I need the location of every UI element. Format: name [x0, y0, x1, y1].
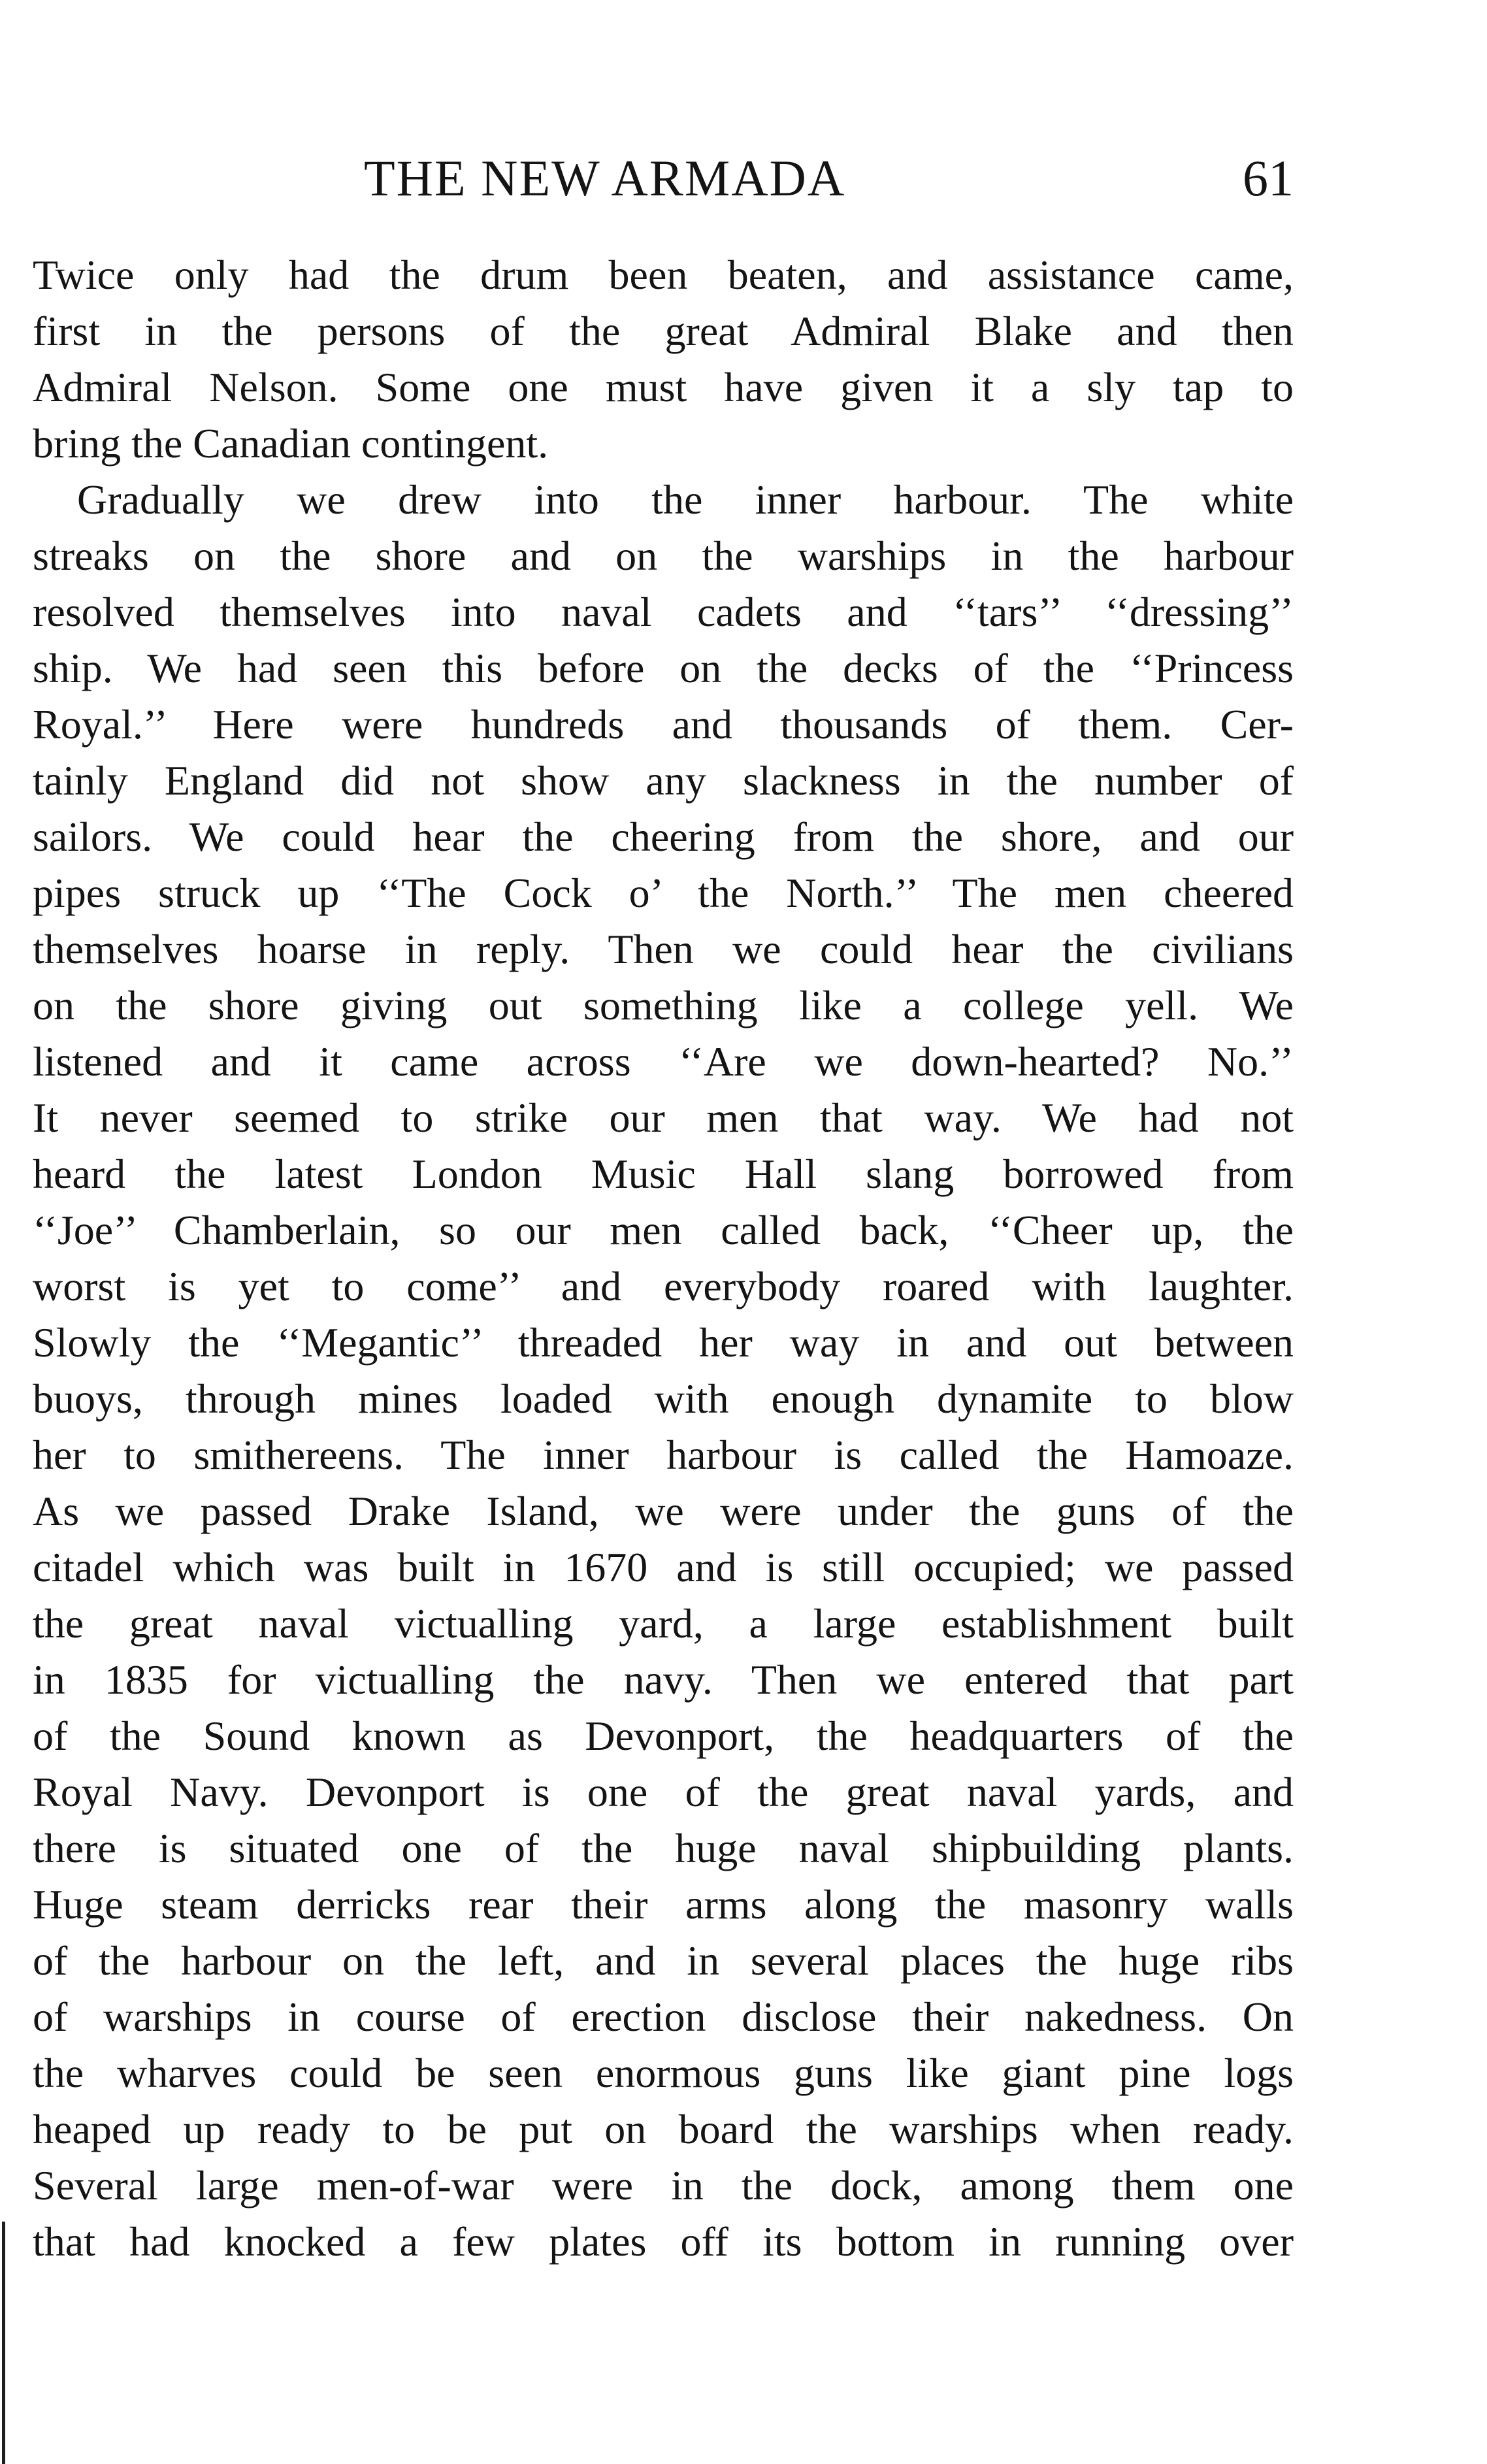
text-line: the wharves could be seen enormous guns like giant pine logs	[33, 2050, 1294, 2096]
text-line: that had knocked a few plates off its bottom in running over	[33, 2218, 1294, 2265]
text-line: of the harbour on the left, and in several places the huge ribs	[33, 1937, 1294, 1984]
text-line: Several large men-of-war were in the dock, among them one	[33, 2162, 1294, 2209]
text-line: themselves hoarse in reply. Then we could hear the civilians	[33, 926, 1294, 972]
body-text	[33, 247, 1294, 2270]
text-line: Royal.’’ Here were hundreds and thousands of them. Cer-	[33, 701, 1294, 747]
text-line: heaped up ready to be put on board the warships when ready.	[33, 2106, 1294, 2152]
text-line: Huge steam derricks rear their arms along the masonry walls	[33, 1881, 1294, 1928]
text-line: Twice only had the drum been beaten, and assistance came,	[33, 252, 1294, 298]
text-line: resolved themselves into naval cadets and ‘‘tars’’ ‘‘dressing’’	[33, 589, 1294, 635]
text-line: on the shore giving out something like a college yell. We	[33, 982, 1294, 1028]
text-line: there is situated one of the huge naval shipbuilding plants.	[33, 1825, 1294, 1871]
text-line: buoys, through mines loaded with enough dynamite to blow	[33, 1375, 1294, 1422]
text-line: worst is yet to come’’ and everybody roared with laughter.	[33, 1263, 1294, 1309]
text-line: citadel which was built in 1670 and is still occupied; we passed	[33, 1544, 1294, 1590]
text-line: the great naval victualling yard, a large establishment built	[33, 1600, 1294, 1647]
text-line: in 1835 for victualling the navy. Then we entered that part	[33, 1656, 1294, 1703]
text-line: Admiral Nelson. Some one must have given it a sly tap to	[33, 364, 1294, 410]
text-line: As we passed Drake Island, we were under the guns of the	[33, 1488, 1294, 1534]
text-line: pipes struck up ‘‘The Cock o’ the North.’’ The men cheered	[33, 870, 1294, 916]
running-title: THE NEW ARMADA	[364, 150, 846, 206]
text-line: listened and it came across ‘‘Are we down-hearted? No.’’	[33, 1038, 1294, 1085]
text-line: Royal Navy. Devonport is one of the great naval yards, and	[33, 1769, 1294, 1815]
scan-margin-line	[2, 2222, 5, 2464]
text-line: of the Sound known as Devonport, the headquarters of the	[33, 1713, 1294, 1759]
text-line: first in the persons of the great Admiral Blake and then	[33, 308, 1294, 354]
text-line: ship. We had seen this before on the decks of the ‘‘Princess	[33, 645, 1294, 691]
text-line: tainly England did not show any slackness in the number of	[33, 757, 1294, 804]
running-head	[33, 142, 1294, 214]
text-line: ‘‘Joe’’ Chamberlain, so our men called back, ‘‘Cheer up, the	[33, 1207, 1294, 1253]
text-line: Slowly the ‘‘Megantic’’ threaded her way in and out between	[33, 1319, 1294, 1366]
text-line: It never seemed to strike our men that way. We had not	[33, 1094, 1294, 1141]
text-line: sailors. We could hear the cheering from the shore, and our	[33, 813, 1294, 860]
text-line: of warships in course of erection disclose their nakedness. On	[33, 1994, 1294, 2040]
text-line: her to smithereens. The inner harbour is called the Hamoaze.	[33, 1432, 1294, 1478]
text-line: Gradually we drew into the inner harbour. The white	[77, 476, 1294, 523]
text-line: bring the Canadian contingent.	[33, 420, 549, 467]
text-line: heard the latest London Music Hall slang borrowed from	[33, 1151, 1294, 1197]
page-number: 61	[1243, 150, 1294, 206]
text-line: streaks on the shore and on the warships in the harbour	[33, 533, 1294, 579]
